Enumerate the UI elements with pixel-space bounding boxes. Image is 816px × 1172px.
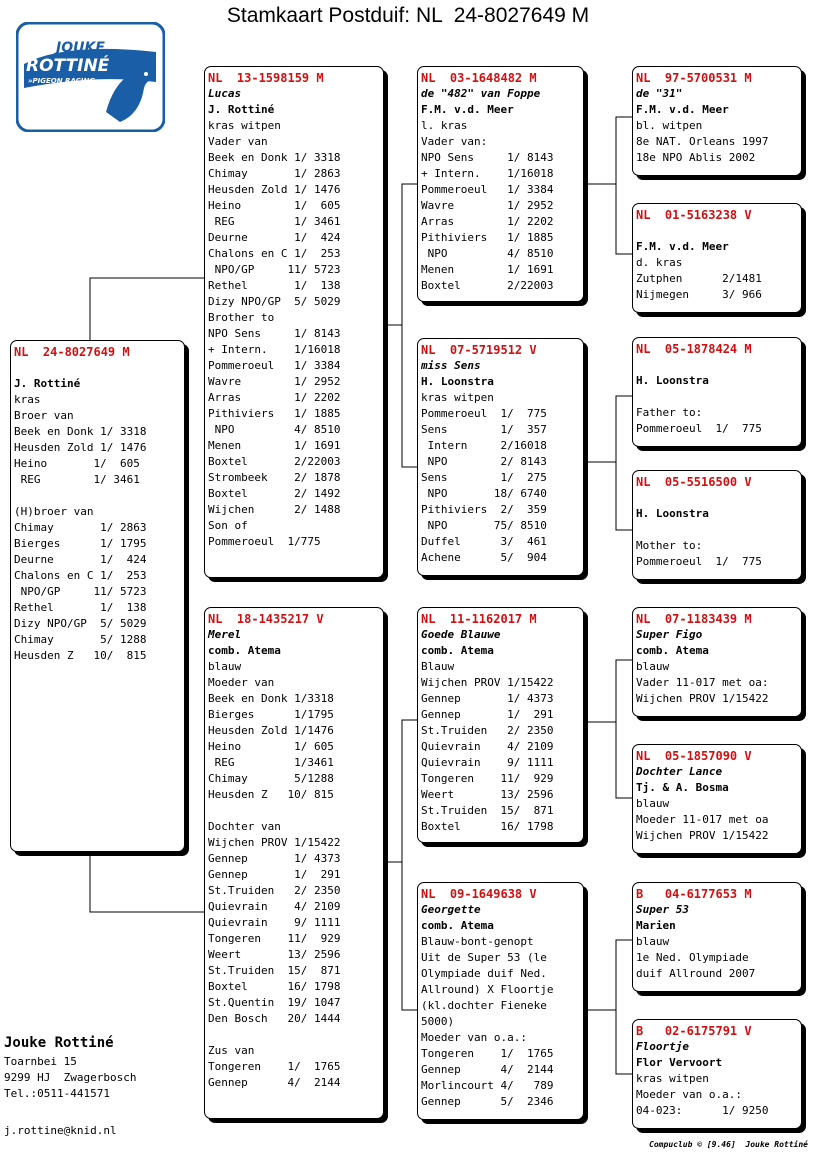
ring-number: NL 97-5700531 M xyxy=(636,71,752,85)
ring-number: NL 03-1648482 M xyxy=(421,71,537,85)
detail-line: Quievrain 9/ 1111 xyxy=(208,916,341,929)
pigeon-card-grandmother-maternal xyxy=(417,882,584,1120)
logo-word-2: ROTTINÉ xyxy=(26,56,110,76)
detail-line: blauw xyxy=(636,797,670,810)
breeder-name: Flor Vervoort xyxy=(636,1056,723,1069)
breeder-name: H. Loonstra xyxy=(636,507,709,520)
pigeon-name: miss Sens xyxy=(421,359,481,372)
ring-number: NL 09-1649638 V xyxy=(421,887,537,901)
detail-line: St.Truiden 15/ 871 xyxy=(208,964,341,977)
detail-line: Wijchen PROV 1/15422 xyxy=(636,829,769,842)
detail-line: Weert 13/ 2596 xyxy=(208,948,341,961)
detail-line: blauw xyxy=(636,660,670,673)
logo-word-1: JOUKE xyxy=(56,40,105,56)
detail-line: Moeder van o.a.: xyxy=(421,1031,527,1044)
breeder-name: comb. Atema xyxy=(636,644,709,657)
detail-line: Chimay 1/ 2863 xyxy=(208,167,341,180)
detail-line: NPO Sens 1/ 8143 xyxy=(421,151,554,164)
detail-line: 18e NPO Ablis 2002 xyxy=(636,151,756,164)
pigeon-card-father xyxy=(204,66,384,578)
detail-line: Blauw-bont-genopt xyxy=(421,935,534,948)
pigeon-details xyxy=(636,902,801,982)
pigeon-card-ggp-7 xyxy=(632,882,802,992)
detail-line: 04-023: 1/ 9250 xyxy=(636,1104,769,1117)
pigeon-details xyxy=(636,223,801,303)
breeder-name: Marien xyxy=(636,919,676,932)
detail-line: Dizy NPO/GP 5/ 5029 xyxy=(14,617,147,630)
detail-line: Dochter van xyxy=(208,820,281,833)
detail-line: Chimay 5/1288 xyxy=(208,772,334,785)
detail-line: Nijmegen 3/ 966 xyxy=(636,288,762,301)
detail-line: Vader van: xyxy=(421,135,488,148)
detail-line: Chimay 5/ 1288 xyxy=(14,633,147,646)
detail-line: St.Quentin 19/ 1047 xyxy=(208,996,341,1009)
detail-line: duif Allround 2007 xyxy=(636,967,756,980)
detail-line: Arras 1/ 2202 xyxy=(208,391,341,404)
ring-number: NL 01-5163238 V xyxy=(636,208,752,222)
detail-line: Menen 1/ 1691 xyxy=(421,263,554,276)
owner-name: Jouke Rottiné xyxy=(4,1035,114,1051)
detail-line: NPO 75/ 8510 xyxy=(421,519,547,532)
detail-line: Wijchen PROV 1/15422 xyxy=(208,836,341,849)
detail-line: Wavre 1/ 2952 xyxy=(421,199,554,212)
detail-line: Deurne 1/ 424 xyxy=(14,553,147,566)
detail-line: St.Truiden 15/ 871 xyxy=(421,804,554,817)
detail-line: kras witpen xyxy=(208,119,281,132)
pigeon-card-ggp-8 xyxy=(632,1019,802,1129)
pigeon-name: Super Figo xyxy=(636,628,703,641)
detail-line: Wijchen PROV 1/15422 xyxy=(636,692,769,705)
detail-line: Dizy NPO/GP 5/ 5029 xyxy=(208,295,341,308)
detail-line: Heusden Zold 1/1476 xyxy=(208,724,334,737)
ring-number: NL 13-1598159 M xyxy=(208,71,324,85)
pigeon-details xyxy=(636,1039,801,1119)
detail-line: St.Truiden 2/ 2350 xyxy=(208,884,341,897)
detail-line: NPO 2/ 8143 xyxy=(421,455,547,468)
detail-line: kras witpen xyxy=(421,391,494,404)
ring-number: NL 05-1878424 M xyxy=(636,342,752,356)
breeder-name: comb. Atema xyxy=(208,644,281,657)
detail-line: Broer van xyxy=(14,409,74,422)
detail-line xyxy=(14,360,184,376)
detail-line: Uit de Super 53 (le xyxy=(421,951,547,964)
detail-line: + Intern. 1/16018 xyxy=(208,343,341,356)
detail-line: Allround) X Floortje xyxy=(421,983,554,996)
detail-line: Wijchen PROV 1/15422 xyxy=(421,676,554,689)
detail-line: Heino 1/ 605 xyxy=(208,199,341,212)
pigeon-card-grandmother-paternal xyxy=(417,338,584,576)
detail-line: Boxtel 2/22003 xyxy=(208,455,341,468)
pigeon-name: Dochter Lance xyxy=(636,765,723,778)
pigeon-details xyxy=(421,358,583,566)
detail-line: Wijchen 2/ 1488 xyxy=(208,503,341,516)
breeder-name: Tj. & A. Bosma xyxy=(636,781,729,794)
detail-line: Moeder 11-017 met oa xyxy=(636,813,769,826)
detail-line: (H)broer van xyxy=(14,505,94,518)
detail-line: bl. witpen xyxy=(636,119,703,132)
detail-line: Mother to: xyxy=(636,539,703,552)
detail-line: Zus van xyxy=(208,1044,255,1057)
detail-line: Moeder van o.a.: xyxy=(636,1088,742,1101)
detail-line: Chalons en C 1/ 253 xyxy=(208,247,341,260)
pigeon-card-mother xyxy=(204,607,384,1119)
breeder-name: J. Rottiné xyxy=(14,377,81,390)
pigeon-details xyxy=(636,627,801,707)
detail-line: Pithiviers 1/ 1885 xyxy=(208,407,341,420)
pigeon-details xyxy=(208,627,383,1091)
pigeon-details xyxy=(421,627,583,835)
footer-credit: Compuclub © [9.46] Jouke Rottiné xyxy=(649,1140,808,1149)
detail-line: Strombeek 2/ 1878 xyxy=(208,471,341,484)
detail-line: Quievrain 4/ 2109 xyxy=(421,740,554,753)
detail-line: Gennep 1/ 291 xyxy=(208,868,341,881)
detail-line: REG 1/3461 xyxy=(208,756,334,769)
ring-number: NL 05-1857090 V xyxy=(636,749,752,763)
detail-line: (kl.dochter Fieneke xyxy=(421,999,547,1012)
detail-line: Heusden Zold 1/ 1476 xyxy=(14,441,147,454)
owner-phone: Tel.:0511-441571 xyxy=(4,1087,110,1100)
detail-line: Gennep 1/ 291 xyxy=(421,708,554,721)
detail-line: NPO/GP 11/ 5723 xyxy=(14,585,147,598)
detail-line: Boxtel 2/22003 xyxy=(421,279,554,292)
detail-line: Heusden Z 10/ 815 xyxy=(208,788,334,801)
detail-line: NPO 4/ 8510 xyxy=(208,423,341,436)
detail-line: Moeder van xyxy=(208,676,275,689)
pigeon-card-grandfather-paternal xyxy=(417,66,584,302)
pigeon-details xyxy=(636,357,801,437)
detail-line: Bierges 1/1795 xyxy=(208,708,334,721)
ring-number: NL 05-5516500 V xyxy=(636,475,752,489)
breeder-name: comb. Atema xyxy=(421,919,494,932)
detail-line: REG 1/ 3461 xyxy=(208,215,341,228)
detail-line: 1e Ned. Olympiade xyxy=(636,951,749,964)
pigeon-name: Goede Blauwe xyxy=(421,628,501,641)
detail-line: Gennep 4/ 2144 xyxy=(421,1063,554,1076)
detail-line: NPO/GP 11/ 5723 xyxy=(208,263,341,276)
pigeon-details xyxy=(636,764,801,844)
breeder-name: J. Rottiné xyxy=(208,103,275,116)
detail-line: Heino 1/ 605 xyxy=(208,740,334,753)
detail-line: Father to: xyxy=(636,406,703,419)
detail-line: kras witpen xyxy=(636,1072,709,1085)
pigeon-card-ggp-1 xyxy=(632,66,802,176)
pigeon-name: Floortje xyxy=(636,1040,689,1053)
detail-line: Den Bosch 20/ 1444 xyxy=(208,1012,341,1025)
detail-line: Weert 13/ 2596 xyxy=(421,788,554,801)
detail-line: Gennep 5/ 2346 xyxy=(421,1095,554,1108)
detail-line: Zutphen 2/1481 xyxy=(636,272,762,285)
detail-line: Boxtel 2/ 1492 xyxy=(208,487,341,500)
detail-line: Chalons en C 1/ 253 xyxy=(14,569,147,582)
detail-line xyxy=(636,223,801,239)
breeder-name: H. Loonstra xyxy=(421,375,494,388)
detail-line: Tongeren 1/ 1765 xyxy=(208,1060,341,1073)
detail-line: Beek en Donk 1/ 3318 xyxy=(14,425,147,438)
detail-line: Brother to xyxy=(208,311,275,324)
owner-block xyxy=(4,1032,136,1102)
detail-line: 8e NAT. Orleans 1997 xyxy=(636,135,769,148)
detail-line: Deurne 1/ 424 xyxy=(208,231,341,244)
detail-line xyxy=(208,1027,383,1043)
detail-line: blauw xyxy=(208,660,242,673)
pigeon-name: de "31" xyxy=(636,87,683,100)
detail-line: Pithiviers 1/ 1885 xyxy=(421,231,554,244)
detail-line: Morlincourt 4/ 789 xyxy=(421,1079,554,1092)
ring-number: B 02-6175791 V xyxy=(636,1024,752,1038)
breeder-name: H. Loonstra xyxy=(636,374,709,387)
pigeon-card-ggp-3 xyxy=(632,337,802,447)
pigeon-card-ggp-5 xyxy=(632,607,802,717)
detail-line: Olympiade duif Ned. xyxy=(421,967,547,980)
detail-line: Achene 5/ 904 xyxy=(421,551,547,564)
pigeon-card-main xyxy=(10,340,185,852)
detail-line: 5000) xyxy=(421,1015,455,1028)
detail-line: NPO Sens 1/ 8143 xyxy=(208,327,341,340)
pigeon-details xyxy=(208,86,383,550)
ring-number: NL 07-5719512 V xyxy=(421,343,537,357)
owner-address-line: Toarnbei 15 xyxy=(4,1055,77,1068)
detail-line xyxy=(636,490,801,506)
detail-line xyxy=(636,389,801,405)
detail-line: Duffel 3/ 461 xyxy=(421,535,547,548)
pigeon-name: Lucas xyxy=(208,87,242,100)
breeder-name: F.M. v.d. Meer xyxy=(421,103,514,116)
pigeon-card-ggp-4 xyxy=(632,470,802,580)
detail-line: Rethel 1/ 138 xyxy=(208,279,341,292)
detail-line: Gennep 4/ 2144 xyxy=(208,1076,341,1089)
detail-line: Arras 1/ 2202 xyxy=(421,215,554,228)
owner-address-line: 9299 HJ Zwagerbosch xyxy=(4,1071,137,1084)
detail-line: Tongeren 11/ 929 xyxy=(208,932,341,945)
detail-line: Blauw xyxy=(421,660,455,673)
breeder-name: F.M. v.d. Meer xyxy=(636,103,729,116)
detail-line: Pommeroeul 1/ 775 xyxy=(636,555,762,568)
detail-line: Wavre 1/ 2952 xyxy=(208,375,341,388)
pigeon-name: Merel xyxy=(208,628,242,641)
pigeon-name: Georgette xyxy=(421,903,481,916)
detail-line: St.Truiden 2/ 2350 xyxy=(421,724,554,737)
pigeon-details xyxy=(14,360,184,664)
detail-line: Pommeroeul 1/ 775 xyxy=(636,422,762,435)
detail-line xyxy=(636,522,801,538)
detail-line: Heusden Z 10/ 815 xyxy=(14,649,147,662)
pigeon-details xyxy=(636,490,801,570)
detail-line: Pithiviers 2/ 359 xyxy=(421,503,547,516)
detail-line: + Intern. 1/16018 xyxy=(421,167,554,180)
detail-line: Vader 11-017 met oa: xyxy=(636,676,769,689)
detail-line: Sens 1/ 275 xyxy=(421,471,547,484)
detail-line: Pommeroeul 1/775 xyxy=(208,535,321,548)
detail-line: Intern 2/16018 xyxy=(421,439,547,452)
detail-line: Son of xyxy=(208,519,248,532)
detail-line xyxy=(208,803,383,819)
detail-line: NPO 18/ 6740 xyxy=(421,487,547,500)
detail-line: NPO 4/ 8510 xyxy=(421,247,554,260)
detail-line: Bierges 1/ 1795 xyxy=(14,537,147,550)
detail-line: d. kras xyxy=(636,256,683,269)
detail-line: Vader van xyxy=(208,135,268,148)
detail-line: kras xyxy=(14,393,41,406)
detail-line: Pommeroeul 1/ 3384 xyxy=(421,183,554,196)
detail-line: Rethel 1/ 138 xyxy=(14,601,147,614)
detail-line: blauw xyxy=(636,935,670,948)
pigeon-name: de "482" van Foppe xyxy=(421,87,541,100)
pigeon-name: Super 53 xyxy=(636,903,689,916)
ring-number: NL 24-8027649 M xyxy=(14,345,130,359)
detail-line: Sens 1/ 357 xyxy=(421,423,547,436)
ring-number: NL 07-1183439 M xyxy=(636,612,752,626)
ring-number: NL 11-1162017 M xyxy=(421,612,537,626)
pigeon-details xyxy=(421,902,583,1110)
detail-line: Beek en Donk 1/ 3318 xyxy=(208,151,341,164)
ring-number: B 04-6177653 M xyxy=(636,887,752,901)
detail-line xyxy=(636,357,801,373)
breeder-name: F.M. v.d. Meer xyxy=(636,240,729,253)
detail-line: Gennep 1/ 4373 xyxy=(208,852,341,865)
pigeon-details xyxy=(421,86,583,294)
detail-line: Heusden Zold 1/ 1476 xyxy=(208,183,341,196)
detail-line: Menen 1/ 1691 xyxy=(208,439,341,452)
page-title: Stamkaart Postduif: NL 24-8027649 M xyxy=(226,4,590,27)
ring-number: NL 18-1435217 V xyxy=(208,612,324,626)
detail-line xyxy=(14,488,184,504)
detail-line: Boxtel 16/ 1798 xyxy=(421,820,554,833)
detail-line: Gennep 1/ 4373 xyxy=(421,692,554,705)
logo-word-3: »PIGEON RACING« xyxy=(28,77,100,85)
pigeon-card-grandfather-maternal xyxy=(417,607,584,843)
detail-line: REG 1/ 3461 xyxy=(14,473,140,486)
detail-line: Boxtel 16/ 1798 xyxy=(208,980,341,993)
detail-line: Tongeren 11/ 929 xyxy=(421,772,554,785)
pigeon-card-ggp-2 xyxy=(632,203,802,313)
detail-line: Heino 1/ 605 xyxy=(14,457,140,470)
detail-line: l. kras xyxy=(421,119,468,132)
detail-line: Beek en Donk 1/3318 xyxy=(208,692,334,705)
owner-email[interactable]: j.rottine@knid.nl xyxy=(4,1124,117,1137)
detail-line: Pommeroeul 1/ 3384 xyxy=(208,359,341,372)
pigeon-card-ggp-6 xyxy=(632,744,802,854)
detail-line: Chimay 1/ 2863 xyxy=(14,521,147,534)
breeder-name: comb. Atema xyxy=(421,644,494,657)
detail-line: Pommeroeul 1/ 775 xyxy=(421,407,547,420)
pigeon-details xyxy=(636,86,801,166)
detail-line: Tongeren 1/ 1765 xyxy=(421,1047,554,1060)
detail-line: Quievrain 9/ 1111 xyxy=(421,756,554,769)
detail-line: Quievrain 4/ 2109 xyxy=(208,900,341,913)
